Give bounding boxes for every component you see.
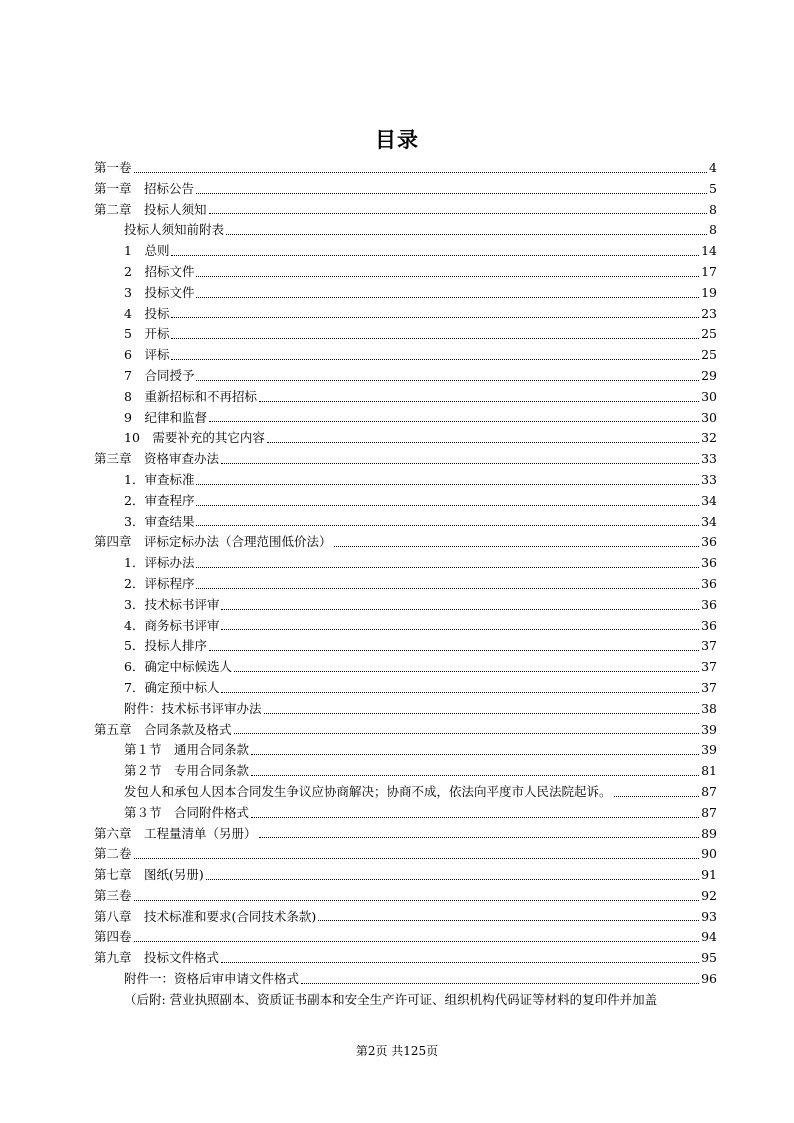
toc-dot-leader [251,775,699,776]
toc-entry-page: 30 [701,409,717,425]
toc-entry-label: 发包人和承包人因本合同发生争议应协商解决；协商不成，依法向平度市人民法院起诉。 [124,783,612,799]
toc-dot-leader [171,255,699,256]
toc-dot-leader [196,505,699,506]
toc-dot-leader [264,713,700,714]
toc-entry-label: 1．评标办法 [124,555,195,571]
toc-entry-label: 第六章 工程量清单（另册） [94,825,257,841]
toc-dot-leader [196,297,699,298]
toc-entry-label: 1 总则 [124,243,170,259]
toc-entry-label: 第三卷 [94,887,132,903]
toc-dot-leader [221,609,699,610]
toc-entry-page: 37 [701,679,717,695]
toc-entry-page: 36 [701,575,717,591]
toc-entry-label: 第四卷 [94,929,132,945]
toc-entry-label: 10 需要补充的其它内容 [124,430,265,446]
toc-entry-page: 25 [701,347,717,363]
toc-dot-leader [209,421,699,422]
toc-entry-page: 5 [709,180,717,196]
toc-entry[interactable] [94,324,717,345]
toc-entry-label: 第一章 招标公告 [94,180,195,196]
toc-dot-leader [301,983,699,984]
toc-entry[interactable] [94,387,717,408]
toc-entry-label: 7．确定预中标人 [124,679,220,695]
toc-entry[interactable] [94,366,717,387]
toc-entry[interactable] [94,553,717,574]
toc-entry-label: 2 招标文件 [124,263,195,279]
toc-dot-leader [134,941,700,942]
toc-entry-page: 37 [701,659,717,675]
toc-dot-leader [196,484,699,485]
toc-entry-page: 94 [701,929,717,945]
toc-dot-leader [221,692,699,693]
toc-dot-leader [267,442,699,443]
toc-entry[interactable] [94,241,717,262]
toc-entry-page: 92 [701,887,717,903]
toc-entry-page: 36 [701,534,717,550]
toc-entry-label: 3．技术标书评审 [124,596,220,612]
toc-entry-label: 6 评标 [124,347,170,363]
toc-dot-leader [196,588,699,589]
toc-entry[interactable] [94,886,717,907]
toc-entry[interactable] [94,699,717,720]
toc-dot-leader [259,837,700,838]
toc-entry[interactable] [94,927,717,948]
toc-entry[interactable] [94,678,717,699]
toc-entry-label: 第五章 合同条款及格式 [94,721,232,737]
toc-entry-page: 36 [701,617,717,633]
toc-dot-leader [196,567,699,568]
toc-entry[interactable] [94,262,717,283]
toc-dot-leader [134,172,708,173]
toc-entry-page: 36 [701,555,717,571]
toc-entry-label: 第一卷 [94,160,132,175]
toc-entry[interactable] [94,865,717,886]
toc-dot-leader [251,817,699,818]
toc-dot-leader [226,234,707,235]
toc-dot-leader [234,671,699,672]
toc-entry-label: 3 投标文件 [124,284,195,300]
toc-entry[interactable] [94,200,717,221]
toc-entry[interactable] [94,491,717,512]
toc-dot-leader [221,962,699,963]
toc-entry[interactable] [94,844,717,865]
toc-entry-label: 第二卷 [94,846,132,862]
toc-dot-leader [171,317,699,318]
toc-entry-page: 29 [701,367,717,383]
toc-dot-leader [171,359,699,360]
toc-dot-leader [334,546,700,547]
toc-entry[interactable] [94,803,717,824]
toc-entry[interactable] [94,574,717,595]
toc-entry-label: 第三章 资格审查办法 [94,451,220,467]
toc-entry-page: 89 [701,825,717,841]
toc-entry[interactable] [94,470,717,491]
toc-entry-label: 2．审查程序 [124,492,195,508]
toc-entry-page: 19 [701,284,717,300]
toc-dot-leader [209,213,708,214]
toc-entry-page: 95 [701,950,717,966]
toc-entry-label: 第１节 通用合同条款 [124,742,250,758]
toc-entry[interactable] [94,616,717,637]
toc-entry[interactable] [94,512,717,533]
toc-entry-page: 33 [701,471,717,487]
toc-entry-page: 96 [701,971,717,987]
toc-entry-page: 8 [709,222,717,238]
toc-entry-label: 6．确定中标候选人 [124,659,232,675]
toc-entry-page: 93 [701,908,717,924]
toc-dot-leader [171,338,699,339]
toc-entry-page: 90 [701,846,717,862]
toc-entry-page: 34 [701,492,717,508]
toc-entry-label: 1．审查标准 [124,471,195,487]
toc-entry-page: 37 [701,638,717,654]
toc-entry-page: 91 [701,867,717,883]
toc-entry-label: 第２节 专用合同条款 [124,763,250,779]
toc-entry[interactable] [94,761,717,782]
toc-dot-leader [614,796,700,797]
toc-entry-page: 36 [701,596,717,612]
toc-entry-page: 39 [701,721,717,737]
toc-entry[interactable] [94,969,717,990]
toc-entry-label: 5 开标 [124,326,170,342]
toc-entry-page: 4 [709,160,717,175]
toc-dot-leader [196,525,699,526]
toc-entry-page: 23 [701,305,717,321]
toc-entry-label: 第四章 评标定标办法（合理范围低价法） [94,534,332,550]
toc-entry-page: 17 [701,263,717,279]
page-title: 目录 [375,127,419,152]
toc-entry[interactable] [94,595,717,616]
toc-entry[interactable] [94,158,717,179]
toc-entry[interactable] [94,179,717,200]
toc-entry-label: 第八章 技术标准和要求(合同技术条款) [94,908,317,924]
toc-entry-page: 38 [701,700,717,716]
toc-entry[interactable] [94,283,717,304]
toc-dot-leader [234,733,700,734]
toc-entry[interactable] [94,220,717,241]
toc-entry-label: 4 投标 [124,305,170,321]
toc-continuation-note: （后附: 营业执照副本、资质证书副本和安全生产许可证、组织机构代码证等材料的复印件并加盖 [124,991,658,1007]
toc-entry[interactable] [94,345,717,366]
toc-entry[interactable] [94,740,717,761]
toc-entry-page: 34 [701,513,717,529]
toc-dot-leader [221,629,699,630]
toc-entry-label: 附件一：资格后审申请文件格式 [124,971,300,987]
toc-entry-page: 30 [701,388,717,404]
toc-entry-label: 2．评标程序 [124,575,195,591]
toc-dot-leader [196,193,707,194]
toc-entry-page: 39 [701,742,717,758]
toc-entry[interactable] [94,636,717,657]
toc-entry[interactable] [94,657,717,678]
toc-dot-leader [221,463,699,464]
table-of-contents [94,158,717,1011]
toc-entry-page: 25 [701,326,717,342]
toc-entry-page: 33 [701,451,717,467]
toc-dot-leader [134,858,700,859]
toc-entry[interactable] [94,532,717,553]
toc-entry[interactable] [94,824,717,845]
toc-dot-leader [259,401,699,402]
toc-entry-label: 7 合同授予 [124,367,195,383]
toc-entry[interactable] [94,907,717,928]
toc-entry-label: 3．审查结果 [124,513,195,529]
toc-entry[interactable] [94,408,717,429]
toc-entry-page: 81 [701,763,717,779]
toc-entry-page: 32 [701,430,717,446]
toc-dot-leader [251,754,699,755]
toc-entry-page: 87 [701,783,717,799]
toc-entry-label: 附件：技术标书评审办法 [124,700,262,716]
page-footer: 第2页 共125页 [355,1044,439,1058]
toc-entry[interactable] [94,782,717,803]
toc-entry[interactable] [94,428,717,449]
toc-entry-label: 9 纪律和监督 [124,409,207,425]
toc-entry-label: 投标人须知前附表 [124,222,225,238]
toc-entry-label: 5．投标人排序 [124,638,207,654]
toc-entry-label: 第３节 合同附件格式 [124,804,250,820]
toc-entry-label: 第七章 图纸(另册) [94,867,204,883]
toc-dot-leader [318,920,699,921]
toc-dot-leader [134,900,700,901]
toc-entry-label: 第二章 投标人须知 [94,201,207,217]
toc-dot-leader [196,380,699,381]
toc-entry-page: 14 [701,243,717,259]
toc-entry-label: 4．商务标书评审 [124,617,220,633]
toc-dot-leader [209,650,699,651]
toc-entry-label: 第九章 投标文件格式 [94,950,220,966]
toc-entry[interactable] [94,304,717,325]
toc-entry[interactable] [94,948,717,969]
toc-dot-leader [196,276,699,277]
toc-dot-leader [206,879,699,880]
toc-entry-label: 8 重新招标和不再招标 [124,388,257,404]
toc-entry-page: 87 [701,804,717,820]
toc-entry[interactable] [94,449,717,470]
toc-entry-page: 8 [709,201,717,217]
toc-entry[interactable] [94,720,717,741]
